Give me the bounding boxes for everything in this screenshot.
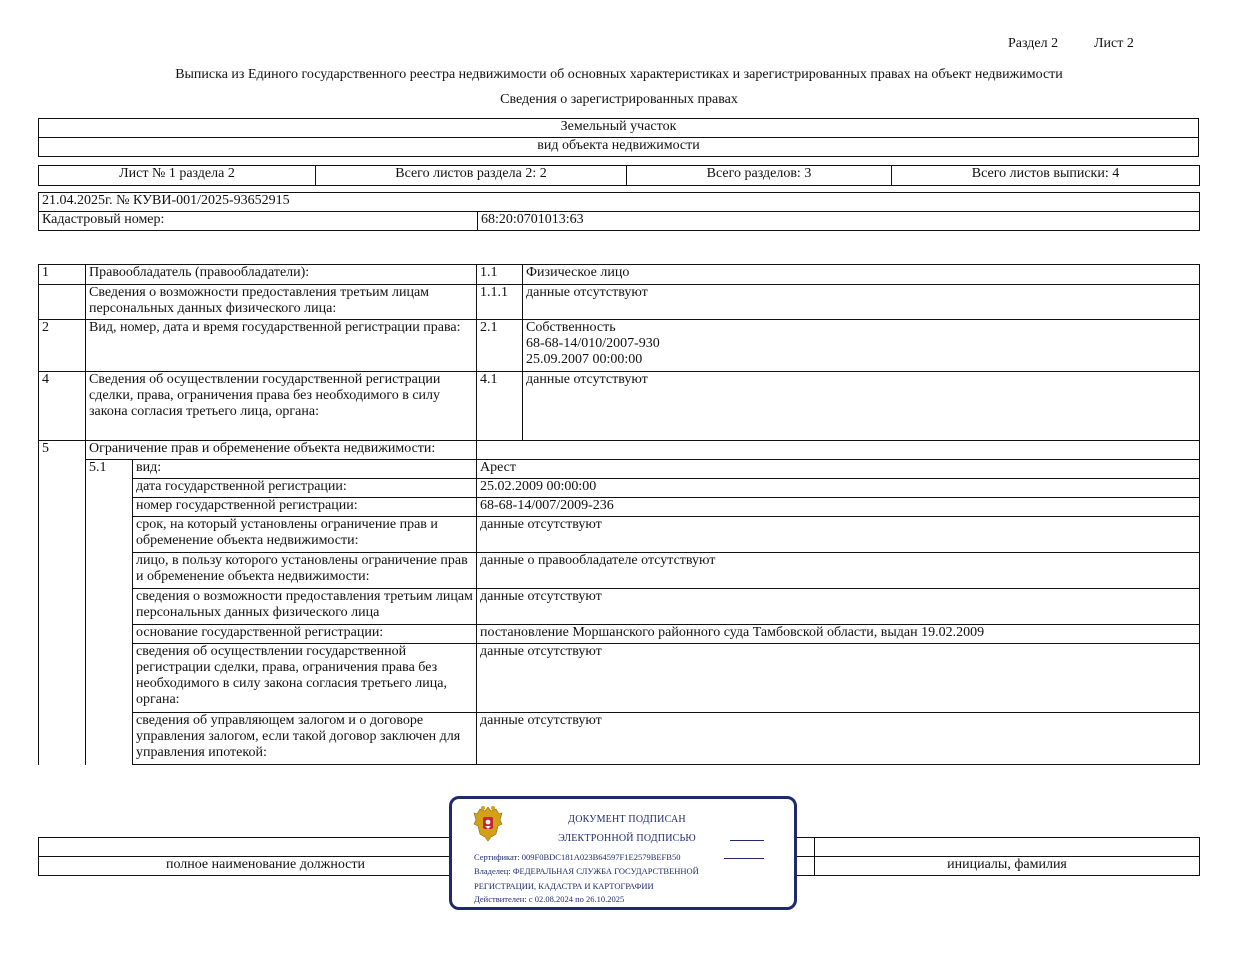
row-subnumber: 2.1 <box>477 320 523 372</box>
extract-date-number: 21.04.2025г. № КУВИ-001/2025-93652915 <box>39 193 1200 212</box>
row-number: 4 <box>39 372 86 441</box>
encumbrance-label: лицо, в пользу которого установлены ограничение прав и обременение объекта недвижимости: <box>133 553 477 589</box>
encumbrance-label: дата государственной регистрации: <box>133 479 477 498</box>
object-type-table <box>38 118 1199 157</box>
total-sections: Всего разделов: 3 <box>627 166 892 186</box>
rights-table <box>38 264 1200 765</box>
row-subnumber: 1.1 <box>477 265 523 285</box>
stamp-title: ДОКУМЕНТ ПОДПИСАН <box>568 814 686 825</box>
row-value: данные отсутствуют <box>523 372 1200 441</box>
cadastral-number: 68:20:0701013:63 <box>478 212 1200 231</box>
total-sheets: Всего листов выписки: 4 <box>892 166 1200 186</box>
row-label: Сведения о возможности предоставления третьим лицам персональных данных физического лица: <box>86 285 477 320</box>
row-label: Сведения об осуществлении государственной регистрации сделки, права, ограничения права без необходимого в силу закона согласия третьего лица, органа: <box>86 372 477 441</box>
right-reg-number: 68-68-14/010/2007-930 <box>526 336 660 351</box>
stamp-validity: Действителен: с 02.08.2024 по 26.10.2025 <box>474 894 625 904</box>
right-reg-date: 25.09.2007 00:00:00 <box>526 352 643 367</box>
encumbrance-value: постановление Моршанского районного суда Тамбовской области, выдан 19.02.2009 <box>477 625 1200 644</box>
encumbrance-value: 68-68-14/007/2009-236 <box>477 498 1200 517</box>
encumbrance-value: данные отсутствуют <box>477 713 1200 765</box>
sheets-info-table <box>38 165 1200 186</box>
section-label: Раздел 2 <box>1008 36 1059 51</box>
document-subtitle: Сведения о зарегистрированных правах <box>500 92 738 107</box>
object-type-caption: вид объекта недвижимости <box>39 138 1199 157</box>
encumbrance-label: сведения о возможности предоставления третьим лицам персональных данных физического лица <box>133 589 477 625</box>
stamp-certificate: Сертификат: 009F0BDC181A023B64597F1E2579BEFB50 <box>474 852 681 862</box>
row-label: Вид, номер, дата и время государственной регистрации права: <box>86 320 477 372</box>
row-number: 2 <box>39 320 86 372</box>
sheet-label: Лист 2 <box>1094 36 1134 51</box>
row-subnumber: 5.1 <box>86 460 133 765</box>
position-label: полное наименование должности <box>39 857 493 876</box>
encumbrance-label: сведения об управляющем залогом и о договоре управления залогом, если такой договор заключен для управления ипотекой: <box>133 713 477 765</box>
document-title: Выписка из Единого государственного реестра недвижимости об основных характеристиках и зарегистрированных правах на объект недвижимости <box>175 67 1063 82</box>
stamp-owner-line1: Владелец: ФЕДЕРАЛЬНАЯ СЛУЖБА ГОСУДАРСТВЕННОЙ <box>474 866 699 876</box>
encumbrance-value: данные отсутствуют <box>477 644 1200 713</box>
cadastral-table <box>38 192 1200 231</box>
row-number: 5 <box>39 441 86 460</box>
sheet-number: Лист № 1 раздела 2 <box>39 166 316 186</box>
encumbrance-value: данные отсутствуют <box>477 589 1200 625</box>
encumbrance-label: основание государственной регистрации: <box>133 625 477 644</box>
encumbrance-label: сведения об осуществлении государственной регистрации сделки, права, ограничения права без необходимого в силу закона согласия третьего лица, органа: <box>133 644 477 713</box>
row-value: Физическое лицо <box>523 265 1200 285</box>
row-number: 1 <box>39 265 86 285</box>
row-label: Правообладатель (правообладатели): <box>86 265 477 285</box>
stamp-owner-line2: РЕГИСТРАЦИИ, КАДАСТРА И КАРТОГРАФИИ <box>474 881 654 891</box>
right-type: Собственность <box>526 320 616 335</box>
encumbrance-value: данные о правообладателе отсутствуют <box>477 553 1200 589</box>
name-label: инициалы, фамилия <box>815 857 1200 876</box>
encumbrance-value: данные отсутствуют <box>477 517 1200 553</box>
total-section-sheets: Всего листов раздела 2: 2 <box>316 166 627 186</box>
encumbrance-label: номер государственной регистрации: <box>133 498 477 517</box>
electronic-signature-stamp <box>449 796 797 910</box>
row-value: данные отсутствуют <box>523 285 1200 320</box>
object-type-value: Земельный участок <box>39 119 1199 138</box>
row-subnumber: 1.1.1 <box>477 285 523 320</box>
encumbrance-value: Арест <box>477 460 1200 479</box>
cadastral-label: Кадастровый номер: <box>39 212 478 231</box>
encumbrance-label: срок, на который установлены ограничение прав и обременение объекта недвижимости: <box>133 517 477 553</box>
stamp-subtitle: ЭЛЕКТРОННОЙ ПОДПИСЬЮ <box>558 833 696 844</box>
row-label: Ограничение прав и обременение объекта недвижимости: <box>86 441 477 460</box>
encumbrance-value: 25.02.2009 00:00:00 <box>477 479 1200 498</box>
row-subnumber: 4.1 <box>477 372 523 441</box>
encumbrance-label: вид: <box>133 460 477 479</box>
row-value <box>523 320 1200 372</box>
